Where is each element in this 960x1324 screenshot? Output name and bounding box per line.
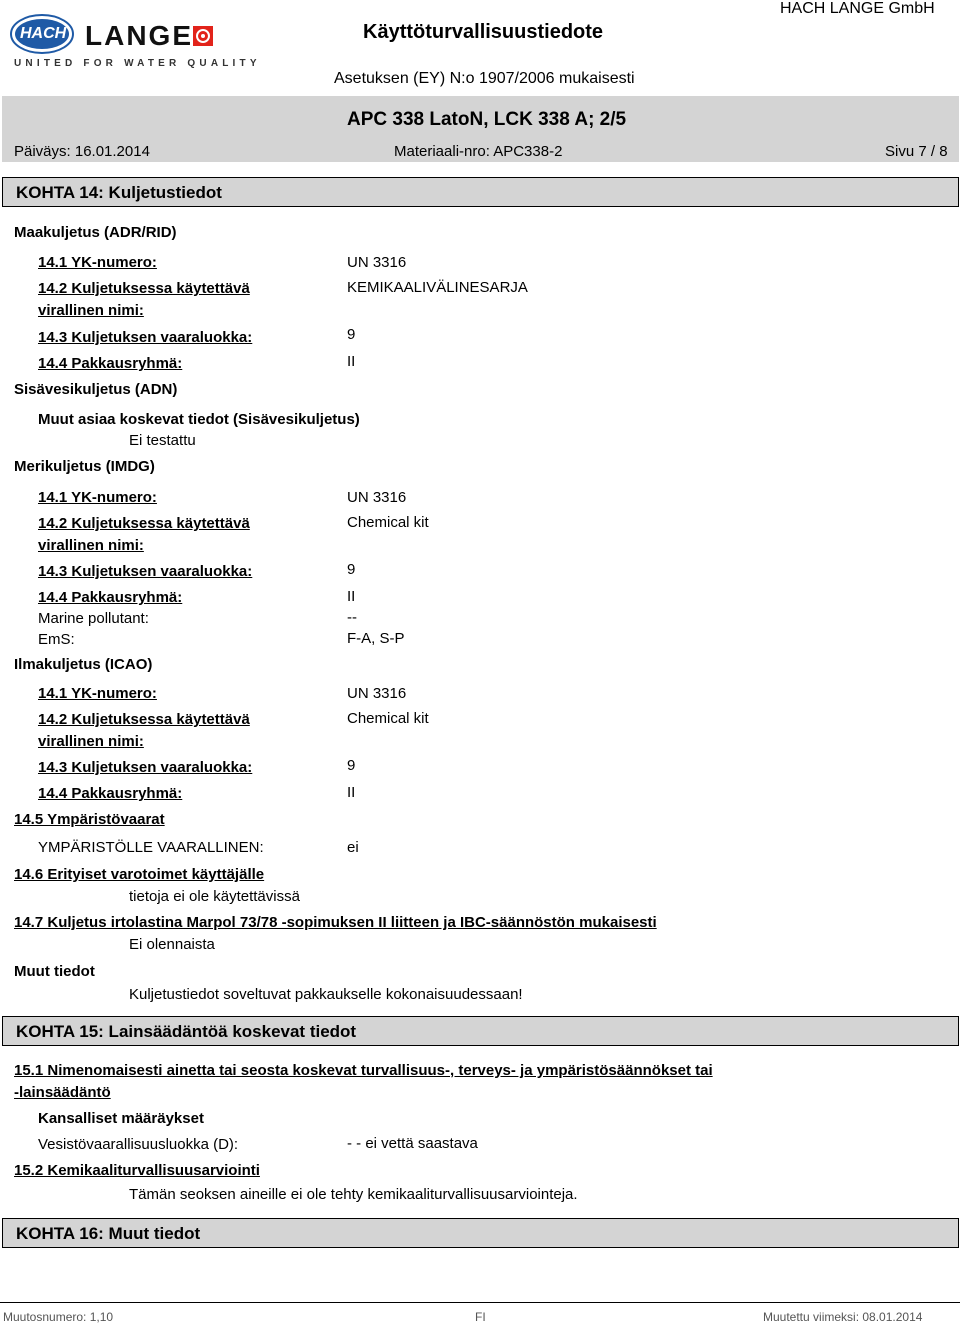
section-14-header xyxy=(2,177,959,207)
footer-revision: Muutosnumero: 1,10 xyxy=(3,1310,114,1324)
footer-language: FI xyxy=(475,1310,486,1324)
env-heading: 14.5 Ympäristövaarat xyxy=(14,811,165,828)
sea-ems-value: F-A, S-P xyxy=(347,630,405,647)
section-15-header xyxy=(2,1016,959,1046)
sea-ems-label: EmS: xyxy=(38,631,75,648)
air-class-value: 9 xyxy=(347,757,356,774)
sea-marine-label: Marine pollutant: xyxy=(38,610,149,627)
road-un-value: UN 3316 xyxy=(347,254,407,271)
sea-group-label: 14.4 Pakkausryhmä: xyxy=(38,589,183,606)
road-name-label-2: virallinen nimi: xyxy=(38,302,144,319)
doc-title: Käyttöturvallisuustiedote xyxy=(363,21,604,43)
air-un-label: 14.1 YK-numero: xyxy=(38,685,157,702)
page-number: Sivu 7 / 8 xyxy=(885,143,948,160)
road-heading: Maakuljetus (ADR/RID) xyxy=(14,224,177,241)
road-class-label: 14.3 Kuljetuksen vaaraluokka: xyxy=(38,329,253,346)
special-value: tietoja ei ole käytettävissä xyxy=(129,888,300,905)
lange-logo-text: LANGE xyxy=(85,20,193,51)
sea-heading: Merikuljetus (IMDG) xyxy=(14,458,155,475)
sea-name-label-1: 14.2 Kuljetuksessa käytettävä xyxy=(38,515,250,532)
hach-logo-text: HACH xyxy=(20,25,67,42)
road-name-value: KEMIKAALIVÄLINESARJA xyxy=(347,279,528,296)
air-name-label-2: virallinen nimi: xyxy=(38,733,144,750)
road-un-label: 14.1 YK-numero: xyxy=(38,254,157,271)
road-class-value: 9 xyxy=(347,326,356,343)
regulation: Asetuksen (EY) N:o 1907/2006 mukaisesti xyxy=(334,70,635,87)
water-label: Vesistövaarallisuusluokka (D): xyxy=(38,1136,239,1153)
road-group-label: 14.4 Pakkausryhmä: xyxy=(38,355,183,372)
sea-class-value: 9 xyxy=(347,561,356,578)
sea-class-label: 14.3 Kuljetuksen vaaraluokka: xyxy=(38,563,253,580)
env-value: ei xyxy=(347,839,359,856)
section-14-title: KOHTA 14: Kuljetustiedot xyxy=(16,183,222,202)
section-16-title: KOHTA 16: Muut tiedot xyxy=(16,1224,201,1243)
bulk-value: Ei olennaista xyxy=(129,936,215,953)
other-heading: Muut tiedot xyxy=(14,963,95,980)
sea-name-label-2: virallinen nimi: xyxy=(38,537,144,554)
air-un-value: UN 3316 xyxy=(347,685,407,702)
air-class-label: 14.3 Kuljetuksen vaaraluokka: xyxy=(38,759,253,776)
bulk-heading: 14.7 Kuljetus irtolastina Marpol 73/78 -sopimuksen II liitteen ja IBC-säännöstön mukaisesti xyxy=(14,914,657,931)
material-number: Materiaali-nro: APC338-2 xyxy=(394,143,563,160)
footer-rule xyxy=(0,1302,960,1303)
air-heading: Ilmakuljetus (ICAO) xyxy=(14,656,153,673)
sea-name-value: Chemical kit xyxy=(347,514,429,531)
sea-group-value: II xyxy=(347,588,356,605)
air-group-value: II xyxy=(347,784,356,801)
footer-revised: Muutettu viimeksi: 08.01.2014 xyxy=(763,1310,923,1324)
lange-logo-mark xyxy=(193,26,213,46)
other-value: Kuljetustiedot soveltuvat pakkaukselle kokonaisuudessaan! xyxy=(129,986,523,1003)
section-15-title: KOHTA 15: Lainsäädäntöä koskevat tiedot xyxy=(16,1022,357,1041)
product-name: APC 338 LatoN, LCK 338 A; 2/5 xyxy=(347,109,627,130)
inland-other-value: Ei testattu xyxy=(129,432,196,449)
inland-other-label: Muut asiaa koskevat tiedot (Sisävesikuljetus) xyxy=(38,411,360,428)
road-name-label-1: 14.2 Kuljetuksessa käytettävä xyxy=(38,280,250,297)
env-label: YMPÄRISTÖLLE VAARALLINEN: xyxy=(38,839,264,856)
road-group-value: II xyxy=(347,353,356,370)
sea-marine-value: -- xyxy=(347,609,357,626)
sea-un-label: 14.1 YK-numero: xyxy=(38,489,157,506)
air-group-label: 14.4 Pakkausryhmä: xyxy=(38,785,183,802)
section-16-header xyxy=(2,1218,959,1248)
s15-heading-2: -lainsäädäntö xyxy=(14,1084,111,1101)
national-heading: Kansalliset määräykset xyxy=(38,1110,204,1127)
water-value: - - ei vettä saastava xyxy=(347,1135,478,1152)
special-heading: 14.6 Erityiset varotoimet käyttäjälle xyxy=(14,866,265,883)
air-name-value: Chemical kit xyxy=(347,710,429,727)
s15-heading-1: 15.1 Nimenomaisesti ainetta tai seosta koskevat turvallisuus-, terveys- ja ympäristösäännökset tai xyxy=(14,1062,713,1079)
air-name-label-1: 14.2 Kuljetuksessa käytettävä xyxy=(38,711,250,728)
logo-tagline: UNITED FOR WATER QUALITY xyxy=(14,58,261,69)
sea-un-value: UN 3316 xyxy=(347,489,407,506)
company-name: HACH LANGE GmbH xyxy=(780,0,935,17)
csa-value: Tämän seoksen aineille ei ole tehty kemikaaliturvallisuusarviointeja. xyxy=(129,1186,578,1203)
inland-heading: Sisävesikuljetus (ADN) xyxy=(14,381,178,398)
csa-heading: 15.2 Kemikaaliturvallisuusarviointi xyxy=(14,1162,260,1179)
print-date: Päiväys: 16.01.2014 xyxy=(14,143,150,160)
